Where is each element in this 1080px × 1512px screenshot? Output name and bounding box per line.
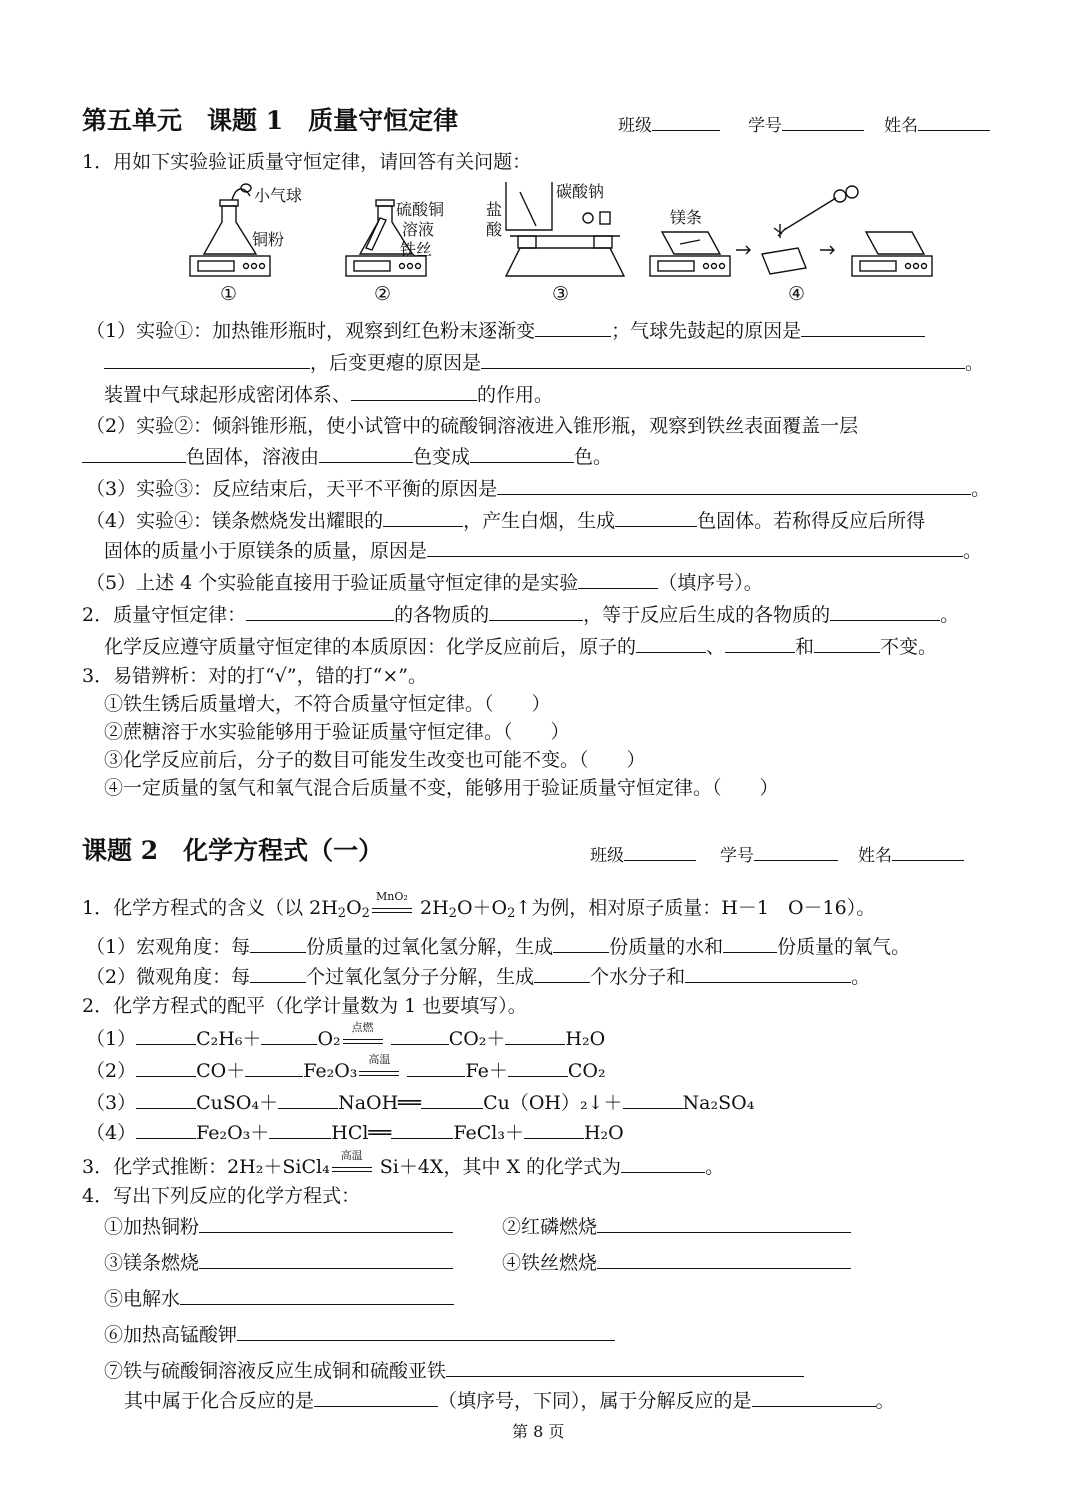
class-field[interactable]: 班级 — [618, 112, 720, 137]
q1-part4: （4）实验④：镁条燃烧发出耀眼的 ，产生白烟，生成 色固体。若称得反应后所得 — [86, 510, 926, 532]
q1-part5: （5）上述 4 个实验能直接用于验证质量守恒定律的是实验 （填序号）。 — [86, 572, 763, 594]
reaction-classification: 其中属于化合反应的是 （填序号，下同），属于分解反应的是 。 — [124, 1390, 895, 1412]
reaction-1: ①加热铜粉 — [104, 1214, 453, 1239]
class-field-2[interactable]: 班级 — [590, 842, 696, 867]
ignite-condition: 点燃 — [341, 1030, 385, 1050]
asbestos-mesh-2 — [762, 248, 806, 274]
q1-part1: （1）实验①：加热锥形瓶时，观察到红色粉末逐渐变 ；气球先鼓起的原因是 — [86, 318, 925, 343]
q1-part2-line2: 色固体，溶液由 色变成 色。 — [82, 444, 612, 469]
q3-item[interactable]: ①铁生锈后质量增大，不符合质量守恒定律。（ ） — [104, 693, 551, 715]
q1-part1-line2: ，后变更瘪的原因是 。 — [104, 350, 984, 375]
l2-q2-stem: 2．化学方程式的配平（化学计量数为 1 也要填写）。 — [82, 995, 527, 1017]
arrow-2 — [820, 246, 834, 254]
high-temp-condition: 高温 — [357, 1062, 401, 1082]
q3-item[interactable]: ③化学反应前后，分子的数目可能发生改变也可能不变。（ ） — [104, 749, 646, 771]
label-iron-wire: 铁丝 — [400, 240, 433, 259]
q2-line1: 2．质量守恒定律： 的各物质的 ，等于反应后生成的各物质的 。 — [82, 604, 960, 626]
tongs — [784, 198, 836, 230]
page-number: 第 8 页 — [512, 1422, 565, 1441]
q1-part4-line2: 固体的质量小于原镁条的质量，原因是 。 — [104, 540, 983, 562]
label-solution: 溶液 — [402, 220, 435, 239]
student-number-field[interactable]: 学号 — [748, 112, 864, 137]
reaction-5: ⑤电解水 — [104, 1286, 454, 1311]
q3-stem: 3．易错辨析：对的打“√”，错的打“×”。 — [82, 665, 427, 687]
l2-q1-micro: （2）微观角度：每 个过氧化氢分子分解，生成 个水分子和 。 — [86, 966, 871, 988]
l2-q4-stem: 4．写出下列反应的化学方程式： — [82, 1185, 361, 1207]
figure-number-4: ④ — [788, 283, 806, 305]
reaction-7: ⑦铁与硫酸铜溶液反应生成铜和硫酸亚铁 — [104, 1358, 804, 1383]
label-sodium-carbonate: 碳酸钠 — [556, 182, 605, 201]
equation-3: （3） CuSO₄＋ NaOH══ Cu（OH）₂↓＋ Na₂SO₄ — [86, 1092, 755, 1114]
q1-part2: （2）实验②：倾斜锥形瓶，使小试管中的硫酸铜溶液进入锥形瓶，观察到铁丝表面覆盖一层 — [86, 415, 859, 437]
arrow-1 — [736, 246, 750, 254]
name-field[interactable]: 姓名 — [884, 112, 990, 137]
q3-item[interactable]: ②蔗糖溶于水实验能够用于验证质量守恒定律。（ ） — [104, 721, 570, 743]
q1-part3: （3）实验③：反应结束后，天平不平衡的原因是 。 — [86, 478, 991, 500]
scale-4b — [852, 256, 932, 276]
asbestos-mesh-1 — [662, 232, 720, 254]
question-1-stem: 1．用如下实验验证质量守恒定律，请回答有关问题： — [82, 151, 532, 173]
label-salt: 盐 — [486, 200, 503, 219]
name-field-2[interactable]: 姓名 — [858, 842, 964, 867]
figure-number-1: ① — [220, 283, 238, 305]
q2-line2: 化学反应遵守质量守恒定律的本质原因：化学反应前后，原子的 、 和 不变。 — [104, 636, 938, 658]
equation-4: （4） Fe₂O₃＋ HCl══ FeCl₃＋ H₂O — [86, 1122, 624, 1144]
figure-number-2: ② — [374, 283, 392, 305]
q1-part1-line3: 装置中气球起形成密闭体系、 的作用。 — [104, 384, 554, 406]
label-acid: 酸 — [486, 220, 503, 239]
l2-q1-stem: 1．化学方程式的含义（以 $2H_2O_2$ MnO₂ $2H_2O+O_2↑$为例，相对原子质量：H－1 O－16）。 — [82, 890, 876, 921]
label-copper-powder: 铜粉 — [252, 230, 285, 249]
flask-1 — [204, 206, 256, 254]
asbestos-mesh-3 — [866, 232, 924, 254]
label-cuso4: 硫酸铜 — [396, 200, 445, 219]
reaction-2: ②红磷燃烧 — [502, 1214, 851, 1239]
catalyst-condition: MnO₂ — [370, 899, 414, 919]
label-mg-ribbon: 镁条 — [670, 208, 703, 227]
scale-4a — [650, 256, 730, 276]
figure-number-3: ③ — [552, 283, 570, 305]
beaker — [506, 182, 552, 230]
l2-q3: 3．化学式推断：2H₂＋SiCl₄ 高温 Si＋4X，其中 X 的化学式为 。 — [82, 1149, 725, 1178]
test-tube — [366, 218, 386, 250]
high-temp-condition-2: 高温 — [330, 1158, 374, 1178]
q3-item[interactable]: ④一定质量的氢气和氧气混合后质量不变，能够用于验证质量守恒定律。（ ） — [104, 777, 779, 799]
experiment-figure — [180, 178, 940, 306]
reaction-3: ③镁条燃烧 — [104, 1250, 453, 1275]
l2-q1-macro: （1）宏观角度：每 份质量的过氧化氢分解，生成 份质量的水和 份质量的氧气。 — [86, 936, 911, 958]
scale-1 — [190, 256, 270, 276]
student-number-field-2[interactable]: 学号 — [720, 842, 838, 867]
reaction-6: ⑥加热高锰酸钾 — [104, 1322, 615, 1347]
equation-2: （2） CO＋ Fe₂O₃ 高温 Fe＋ CO₂ — [86, 1053, 606, 1082]
label-balloon: 小气球 — [254, 186, 303, 205]
reaction-4: ④铁丝燃烧 — [502, 1250, 851, 1275]
lesson2-title: 课题 2 化学方程式（一） — [82, 836, 384, 865]
balance-base — [506, 248, 624, 276]
page-title: 第五单元 课题 1 质量守恒定律 — [82, 106, 459, 135]
equation-1: （1） C₂H₆＋ O₂ 点燃 CO₂＋ H₂O — [86, 1021, 606, 1050]
